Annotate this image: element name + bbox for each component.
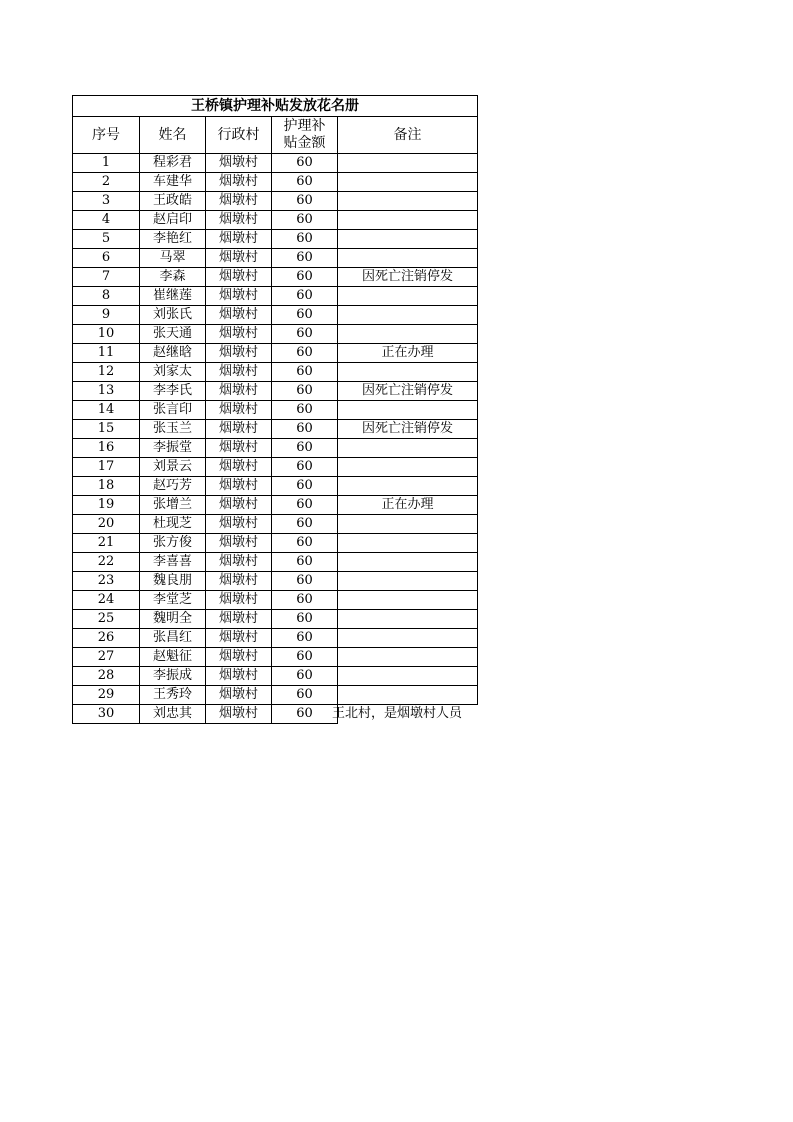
cell-village: 烟墩村 <box>206 249 272 268</box>
cell-note <box>338 553 478 572</box>
table-row <box>73 439 478 458</box>
table-row <box>73 553 478 572</box>
table-row <box>73 477 478 496</box>
cell-note <box>338 211 478 230</box>
cell-name: 李艳红 <box>140 230 206 249</box>
cell-village: 烟墩村 <box>206 230 272 249</box>
cell-name: 李李氏 <box>140 382 206 401</box>
cell-amount: 60 <box>272 458 338 477</box>
cell-note: 因死亡注销停发 <box>338 268 478 287</box>
cell-village: 烟墩村 <box>206 439 272 458</box>
cell-village: 烟墩村 <box>206 211 272 230</box>
cell-seq: 9 <box>73 306 140 325</box>
cell-note: 因死亡注销停发 <box>338 420 478 439</box>
cell-seq: 24 <box>73 591 140 610</box>
table-row <box>73 496 478 515</box>
cell-seq: 30 <box>73 705 140 724</box>
cell-village: 烟墩村 <box>206 686 272 705</box>
cell-note <box>338 154 478 173</box>
cell-seq: 18 <box>73 477 140 496</box>
header-name: 姓名 <box>140 117 206 154</box>
cell-note <box>338 401 478 420</box>
table-row <box>73 610 478 629</box>
cell-seq: 14 <box>73 401 140 420</box>
cell-village: 烟墩村 <box>206 325 272 344</box>
cell-seq: 7 <box>73 268 140 287</box>
cell-amount: 60 <box>272 648 338 667</box>
cell-amount: 60 <box>272 420 338 439</box>
cell-seq: 19 <box>73 496 140 515</box>
cell-seq: 2 <box>73 173 140 192</box>
cell-village: 烟墩村 <box>206 515 272 534</box>
cell-village: 烟墩村 <box>206 648 272 667</box>
cell-amount: 60 <box>272 230 338 249</box>
cell-name: 张方俊 <box>140 534 206 553</box>
cell-amount: 60 <box>272 534 338 553</box>
header-row <box>73 117 478 154</box>
cell-village: 烟墩村 <box>206 401 272 420</box>
table-row <box>73 344 478 363</box>
cell-village: 烟墩村 <box>206 477 272 496</box>
header-amount-line2: 贴金额 <box>283 135 326 151</box>
cell-amount: 60 <box>272 325 338 344</box>
cell-amount: 60 <box>272 268 338 287</box>
cell-amount: 60 <box>272 363 338 382</box>
cell-name: 魏明全 <box>140 610 206 629</box>
cell-seq: 5 <box>73 230 140 249</box>
header-village: 行政村 <box>206 117 272 154</box>
table-row <box>73 591 478 610</box>
cell-note <box>338 287 478 306</box>
cell-name: 魏良朋 <box>140 572 206 591</box>
cell-name: 赵继晗 <box>140 344 206 363</box>
roster-table <box>72 95 478 724</box>
cell-name: 李堂芝 <box>140 591 206 610</box>
cell-seq: 23 <box>73 572 140 591</box>
table-row <box>73 154 478 173</box>
cell-amount: 60 <box>272 287 338 306</box>
cell-seq: 25 <box>73 610 140 629</box>
cell-amount: 60 <box>272 249 338 268</box>
cell-note <box>338 306 478 325</box>
cell-name: 张增兰 <box>140 496 206 515</box>
table-row <box>73 268 478 287</box>
cell-note <box>338 230 478 249</box>
cell-amount: 60 <box>272 686 338 705</box>
roster-table-body <box>73 96 478 724</box>
table-row <box>73 648 478 667</box>
cell-amount: 60 <box>272 401 338 420</box>
table-row <box>73 629 478 648</box>
table-row <box>73 211 478 230</box>
cell-note <box>338 534 478 553</box>
cell-name: 刘张氏 <box>140 306 206 325</box>
cell-name: 张昌红 <box>140 629 206 648</box>
cell-note: 正在办理 <box>338 344 478 363</box>
cell-village: 烟墩村 <box>206 553 272 572</box>
cell-name: 李森 <box>140 268 206 287</box>
cell-name: 张言印 <box>140 401 206 420</box>
cell-note <box>338 192 478 211</box>
table-row <box>73 686 478 705</box>
cell-name: 张玉兰 <box>140 420 206 439</box>
cell-seq: 10 <box>73 325 140 344</box>
cell-amount: 60 <box>272 192 338 211</box>
cell-seq: 13 <box>73 382 140 401</box>
cell-seq: 16 <box>73 439 140 458</box>
cell-seq: 12 <box>73 363 140 382</box>
cell-seq: 26 <box>73 629 140 648</box>
cell-village: 烟墩村 <box>206 173 272 192</box>
cell-note <box>338 173 478 192</box>
cell-amount: 60 <box>272 306 338 325</box>
header-note: 备注 <box>338 117 478 154</box>
cell-village: 烟墩村 <box>206 192 272 211</box>
cell-village: 烟墩村 <box>206 268 272 287</box>
cell-note <box>338 458 478 477</box>
cell-name: 马翠 <box>140 249 206 268</box>
cell-village: 烟墩村 <box>206 629 272 648</box>
cell-amount: 60 <box>272 629 338 648</box>
cell-note <box>338 667 478 686</box>
header-amount <box>272 117 338 154</box>
cell-name: 车建华 <box>140 173 206 192</box>
cell-village: 烟墩村 <box>206 363 272 382</box>
table-row <box>73 458 478 477</box>
cell-amount: 60 <box>272 439 338 458</box>
cell-seq: 6 <box>73 249 140 268</box>
cell-village: 烟墩村 <box>206 496 272 515</box>
cell-seq: 4 <box>73 211 140 230</box>
cell-name: 程彩君 <box>140 154 206 173</box>
cell-seq: 29 <box>73 686 140 705</box>
cell-village: 烟墩村 <box>206 382 272 401</box>
cell-name: 张天通 <box>140 325 206 344</box>
cell-village: 烟墩村 <box>206 458 272 477</box>
table-row <box>73 325 478 344</box>
cell-seq: 8 <box>73 287 140 306</box>
table-row <box>73 363 478 382</box>
table-row <box>73 401 478 420</box>
cell-note <box>338 477 478 496</box>
cell-name: 赵巧芳 <box>140 477 206 496</box>
table-title: 王桥镇护理补贴发放花名册 <box>73 96 478 117</box>
cell-amount: 60 <box>272 382 338 401</box>
table-row <box>73 230 478 249</box>
cell-seq: 27 <box>73 648 140 667</box>
cell-village: 烟墩村 <box>206 287 272 306</box>
cell-seq: 1 <box>73 154 140 173</box>
cell-note <box>338 686 478 705</box>
cell-note <box>338 249 478 268</box>
cell-seq: 20 <box>73 515 140 534</box>
cell-name: 李振堂 <box>140 439 206 458</box>
cell-name: 刘忠其 <box>140 705 206 724</box>
cell-village: 烟墩村 <box>206 705 272 724</box>
cell-note <box>338 648 478 667</box>
table-row <box>73 249 478 268</box>
cell-amount: 60 <box>272 591 338 610</box>
cell-amount: 60 <box>272 553 338 572</box>
cell-name: 杜现芝 <box>140 515 206 534</box>
cell-amount: 60 <box>272 610 338 629</box>
cell-name: 王秀玲 <box>140 686 206 705</box>
table-row <box>73 534 478 553</box>
cell-note <box>332 705 478 724</box>
cell-amount: 60 <box>272 173 338 192</box>
cell-village: 烟墩村 <box>206 610 272 629</box>
cell-name: 崔继莲 <box>140 287 206 306</box>
cell-amount: 60 <box>272 154 338 173</box>
cell-note <box>338 610 478 629</box>
table-row <box>73 420 478 439</box>
cell-village: 烟墩村 <box>206 534 272 553</box>
cell-name: 王政皓 <box>140 192 206 211</box>
cell-name: 赵启印 <box>140 211 206 230</box>
cell-note <box>338 439 478 458</box>
cell-note: 正在办理 <box>338 496 478 515</box>
cell-seq: 15 <box>73 420 140 439</box>
cell-note-text: 王北村，是烟墩村人员 <box>332 706 463 721</box>
cell-seq: 17 <box>73 458 140 477</box>
cell-note: 因死亡注销停发 <box>338 382 478 401</box>
cell-note <box>338 515 478 534</box>
table-row <box>73 667 478 686</box>
cell-amount: 60 <box>272 572 338 591</box>
cell-amount: 60 <box>272 477 338 496</box>
header-seq: 序号 <box>73 117 140 154</box>
cell-amount: 60 <box>272 211 338 230</box>
cell-seq: 22 <box>73 553 140 572</box>
table-row <box>73 572 478 591</box>
cell-note <box>338 591 478 610</box>
cell-note <box>338 629 478 648</box>
cell-name: 赵魁征 <box>140 648 206 667</box>
cell-village: 烟墩村 <box>206 154 272 173</box>
table-row <box>73 515 478 534</box>
cell-village: 烟墩村 <box>206 344 272 363</box>
cell-name: 刘景云 <box>140 458 206 477</box>
cell-note <box>338 572 478 591</box>
cell-note <box>338 363 478 382</box>
cell-amount: 60 <box>272 496 338 515</box>
table-row <box>73 287 478 306</box>
cell-seq: 3 <box>73 192 140 211</box>
cell-name: 刘家太 <box>140 363 206 382</box>
header-amount-line1: 护理补 <box>283 118 326 134</box>
table-row <box>73 192 478 211</box>
cell-village: 烟墩村 <box>206 667 272 686</box>
table-row <box>73 173 478 192</box>
table-row <box>73 705 478 724</box>
cell-seq: 21 <box>73 534 140 553</box>
table-row <box>73 306 478 325</box>
cell-village: 烟墩村 <box>206 572 272 591</box>
cell-village: 烟墩村 <box>206 306 272 325</box>
cell-village: 烟墩村 <box>206 420 272 439</box>
roster-sheet <box>72 95 478 724</box>
table-row <box>73 382 478 401</box>
cell-name: 李喜喜 <box>140 553 206 572</box>
cell-village: 烟墩村 <box>206 591 272 610</box>
cell-seq: 11 <box>73 344 140 363</box>
cell-amount: 60 <box>272 705 338 724</box>
title-row <box>73 96 478 117</box>
cell-seq: 28 <box>73 667 140 686</box>
cell-amount: 60 <box>272 344 338 363</box>
cell-name: 李振成 <box>140 667 206 686</box>
cell-amount: 60 <box>272 515 338 534</box>
cell-note <box>338 325 478 344</box>
cell-amount: 60 <box>272 667 338 686</box>
